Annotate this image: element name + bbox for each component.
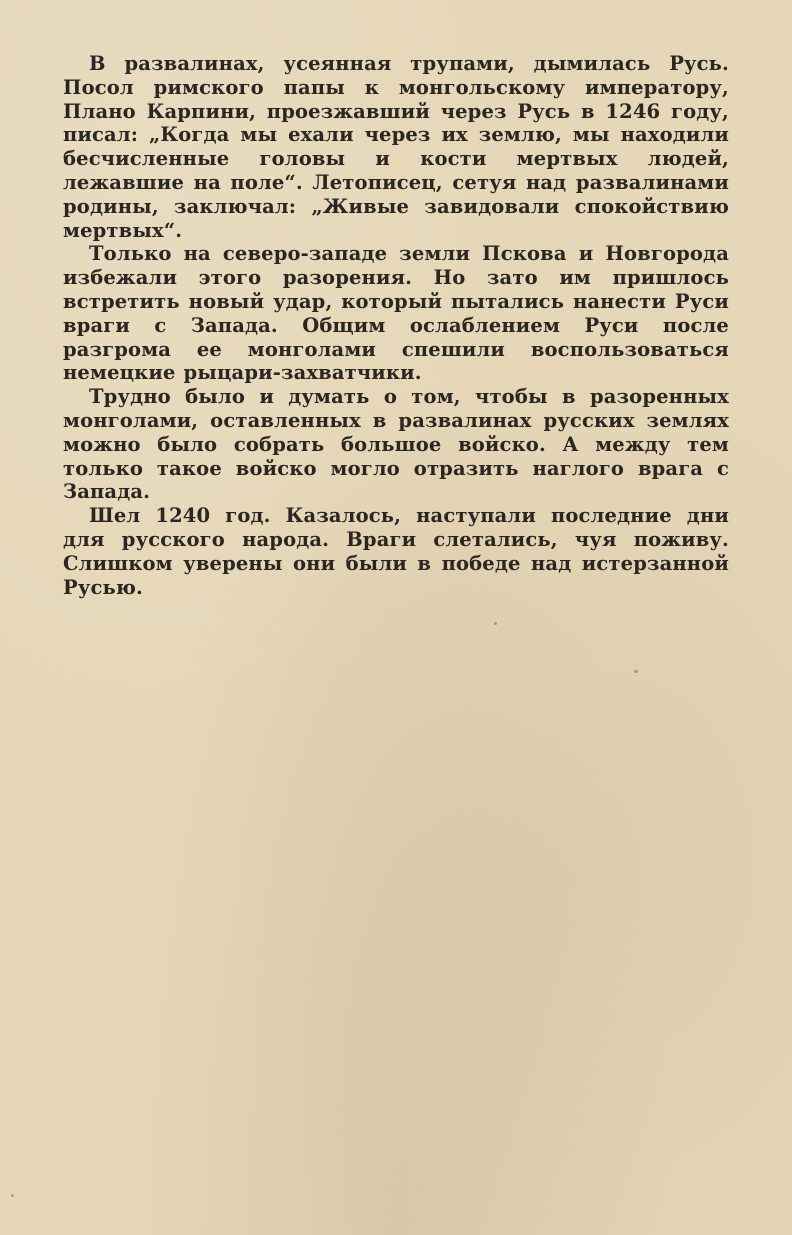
paper-speck [494,622,497,625]
paper-speck [634,670,638,673]
body-text [63,52,729,599]
paper-speck [11,1194,14,1197]
paragraph-2: Только на северо-западе земли Пскова и Новгорода избежали этого разорения. Но зато им пришлось встретить новый удар, который пытались нанести Руси враги с Запада. Общим ослаблением Руси после разгрома ее монголами спешили воспользоваться немецкие рыцари-захватчики. [63,242,729,385]
paragraph-1: В развалинах, усеянная трупами, дымилась Русь. Посол римского папы к монгольскому императору, Плано Карпини, проезжавший через Русь в 1246 году, писал: „Когда мы ехали через их землю, мы находили бесчисленные головы и кости мертвых людей, лежавшие на поле“. Летописец, сетуя над развалинами родины, заключал: „Живые завидовали спокойствию мертвых“. [63,52,729,242]
paragraph-4: Шел 1240 год. Казалось, наступали последние дни для русского народа. Враги слетались, чуя поживу. Слишком уверены они были в победе над истерзанной Русью. [63,504,729,599]
paragraph-3: Трудно было и думать о том, чтобы в разоренных монголами, оставленных в развалинах русских землях можно было собрать большое войско. А между тем только такое войско могло отразить наглого врага с Запада. [63,385,729,504]
